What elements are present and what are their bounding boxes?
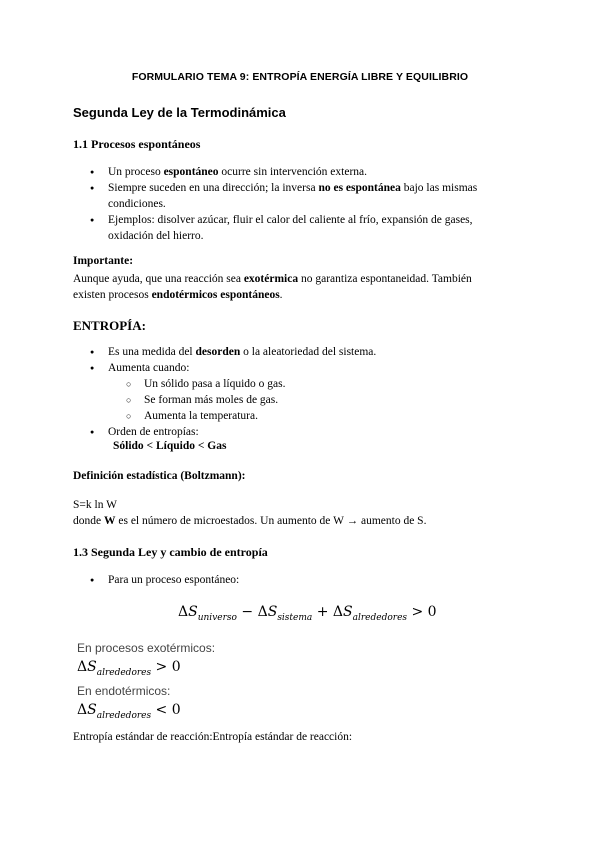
list-item <box>90 360 530 424</box>
list-item <box>90 180 508 212</box>
sub-list <box>108 376 530 424</box>
entropy-change-list <box>90 572 530 588</box>
eq-delta: Δ <box>77 659 88 675</box>
list-item: ● Para un proceso espontáneo: <box>90 572 530 588</box>
eq-symbol: S <box>267 604 278 620</box>
important-text: no garantiza espontaneidad. También <box>298 273 472 285</box>
standard-entropy-footer: Entropía estándar de reacción:Entropía estándar de reacción: <box>73 731 353 743</box>
eq-subscript: alrededores <box>352 613 408 623</box>
sub-list-item: ○ Se forman más moles de gas. <box>126 392 530 408</box>
important-label: Importante: <box>73 255 134 267</box>
bullet-text: ocurre sin intervención externa. <box>218 166 368 178</box>
sub-list-item: ○ Un sólido pasa a líquido o gas. <box>126 376 530 392</box>
eq-symbol: S <box>87 702 97 718</box>
subsection-heading-entropy-change: 1.3 Segunda Ley y cambio de entropía <box>73 545 268 559</box>
important-bold: exotérmica <box>243 273 299 285</box>
endothermic-label: En endotérmicos: <box>77 684 171 698</box>
equation-universe <box>178 604 437 623</box>
desc-text: es el número de microestados. Un aumento de W → aumento de S. <box>115 515 427 527</box>
equation-exothermic <box>77 659 181 678</box>
important-text: existen procesos <box>73 289 152 301</box>
entropy-order: Sólido < Líquido < Gas <box>113 440 227 452</box>
bullet-text: Aumenta cuando: <box>108 362 190 374</box>
bullet-text: Un proceso <box>108 166 164 178</box>
bullet-text: Orden de entropías: <box>108 426 199 438</box>
equation-endothermic <box>77 702 181 721</box>
bullet-bold: no es espontánea <box>318 182 401 194</box>
boltzmann-formula: S=k ln W <box>73 499 117 511</box>
eq-subscript: alrededores <box>96 711 152 721</box>
bullet-text: bajo las mismas condiciones. <box>108 182 478 210</box>
bullet-bold: desorden <box>195 346 241 358</box>
exothermic-label: En procesos exotérmicos: <box>77 641 216 655</box>
eq-relation: > 0 <box>151 659 181 675</box>
list-item <box>90 424 530 440</box>
boltzmann-heading: Definición estadística (Boltzmann): <box>73 470 246 482</box>
desc-bold: W <box>103 515 116 527</box>
eq-delta: Δ <box>257 604 268 620</box>
entropy-heading: ENTROPÍA: <box>73 318 146 333</box>
eq-subscript: universo <box>197 613 237 623</box>
bullet-text: Ejemplos: disolver azúcar, fluir el calor del caliente al frío, expansión de gases, oxidación del hierro. <box>108 214 473 242</box>
eq-operator: − <box>236 604 258 620</box>
boltzmann-description <box>73 513 426 529</box>
sub-list-item: ○ Aumenta la temperatura. <box>126 408 530 424</box>
list-item <box>90 344 530 360</box>
eq-subscript: sistema <box>277 613 313 623</box>
spontaneous-list <box>90 164 530 244</box>
eq-operator: + <box>312 604 333 620</box>
bullet-text: Siempre suceden en una dirección; la inversa <box>108 182 319 194</box>
eq-delta: Δ <box>77 702 88 718</box>
bullet-bold: espontáneo <box>163 166 219 178</box>
eq-symbol: S <box>343 604 353 620</box>
list-item <box>90 212 508 244</box>
desc-text: donde <box>73 515 104 527</box>
eq-delta: Δ <box>178 604 189 620</box>
important-bold: endotérmicos espontáneos <box>151 289 280 301</box>
eq-symbol: S <box>87 659 97 675</box>
bullet-text: o la aleatoriedad del sistema. <box>240 346 377 358</box>
list-item <box>90 164 530 180</box>
eq-delta: Δ <box>332 604 344 620</box>
document-title: FORMULARIO TEMA 9: ENTROPÍA ENERGÍA LIBRE Y EQUILIBRIO <box>131 71 469 83</box>
important-line-1 <box>73 271 472 287</box>
eq-subscript: alrededores <box>96 668 152 678</box>
eq-relation: < 0 <box>151 702 181 718</box>
subsection-heading-spontaneous: 1.1 Procesos espontáneos <box>73 137 201 151</box>
bullet-text: Es una medida del <box>108 346 196 358</box>
eq-symbol: S <box>188 604 198 620</box>
entropy-list <box>90 344 530 440</box>
section-heading-second-law: Segunda Ley de la Termodinámica <box>73 105 286 120</box>
important-text: Aunque ayuda, que una reacción sea <box>73 273 244 285</box>
important-text: . <box>279 289 283 301</box>
important-line-2 <box>73 287 283 303</box>
eq-relation: > 0 <box>407 604 437 620</box>
